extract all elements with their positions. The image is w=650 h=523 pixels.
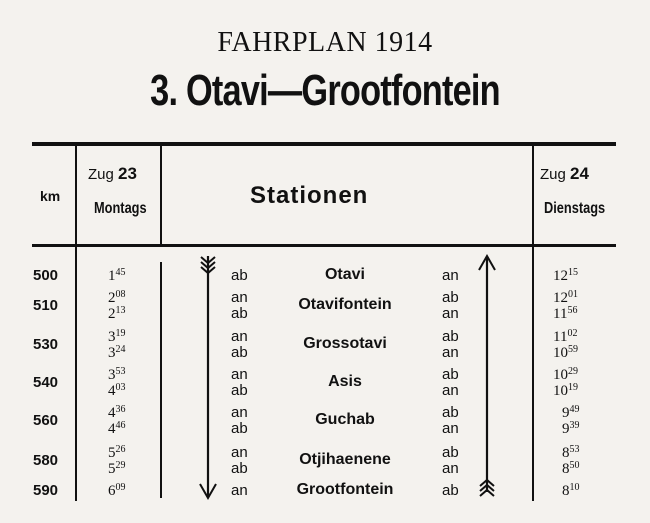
- station-name: Guchab: [315, 411, 375, 428]
- station-name: Otjihaenene: [299, 451, 391, 468]
- arrival-departure-label: ab: [231, 382, 248, 399]
- arrival-departure-label: ab: [442, 366, 459, 383]
- km-value: 540: [33, 374, 59, 391]
- header-day-left: Montags: [94, 200, 147, 217]
- arrival-departure-label: an: [442, 460, 459, 477]
- arrival-departure-label: ab: [442, 444, 459, 461]
- km-value: 560: [33, 412, 59, 429]
- column-divider-zug-right: [532, 146, 534, 501]
- km-value: 580: [33, 452, 59, 469]
- arrival-departure-label: an: [231, 444, 248, 461]
- header-zug-left: Zug 23: [88, 164, 137, 183]
- return-time: $12^{15}$: [553, 267, 578, 284]
- arrival-departure-label: ab: [442, 289, 459, 306]
- return-time: $8^{10}$: [562, 482, 580, 499]
- header-stationen: Stationen: [250, 182, 369, 209]
- departure-time: $6^{09}$: [108, 482, 126, 499]
- departure-time: $5^{26}$: [108, 444, 126, 461]
- departure-time: $3^{24}$: [108, 344, 126, 361]
- return-time: $11^{56}$: [553, 305, 578, 322]
- arrival-departure-label: an: [442, 382, 459, 399]
- arrival-departure-label: ab: [231, 344, 248, 361]
- return-time: $11^{02}$: [553, 328, 578, 345]
- departure-time: $3^{19}$: [108, 328, 126, 345]
- departure-time: $2^{08}$: [108, 289, 126, 306]
- station-name: Otavifontein: [298, 296, 392, 313]
- header-km: km: [40, 188, 61, 204]
- departure-time: $4^{46}$: [108, 420, 126, 437]
- return-time: $9^{49}$: [562, 404, 580, 421]
- km-value: 500: [33, 267, 59, 284]
- table-header-rule: [32, 244, 616, 247]
- return-time: $10^{29}$: [553, 366, 578, 383]
- arrival-departure-label: ab: [442, 404, 459, 421]
- return-time: $10^{59}$: [553, 344, 578, 361]
- departure-time: $4^{36}$: [108, 404, 126, 421]
- column-divider-zug-left-lower: [160, 262, 162, 498]
- page-title: FAHRPLAN 1914: [217, 27, 433, 58]
- arrival-departure-label: ab: [231, 420, 248, 437]
- arrival-departure-label: an: [231, 366, 248, 383]
- return-time: $12^{01}$: [553, 289, 578, 306]
- return-time: $10^{19}$: [553, 382, 578, 399]
- arrival-departure-label: ab: [231, 267, 248, 284]
- station-name: Grootfontein: [296, 481, 394, 498]
- header-zug-right: Zug 24: [540, 164, 589, 183]
- arrival-departure-label: an: [231, 328, 248, 345]
- station-name: Asis: [328, 373, 362, 390]
- arrival-departure-label: an: [231, 289, 248, 306]
- arrival-departure-label: an: [442, 420, 459, 437]
- down-arrow-icon: [195, 252, 225, 502]
- arrival-departure-label: an: [442, 344, 459, 361]
- departure-time: $2^{13}$: [108, 305, 126, 322]
- arrival-departure-label: ab: [442, 482, 459, 499]
- table-top-rule: [32, 142, 616, 146]
- up-arrow-icon: [474, 252, 504, 502]
- km-value: 510: [33, 297, 59, 314]
- arrival-departure-label: an: [231, 404, 248, 421]
- header-day-right: Dienstags: [544, 200, 606, 217]
- arrival-departure-label: an: [442, 267, 459, 284]
- km-value: 530: [33, 336, 59, 353]
- arrival-departure-label: an: [231, 482, 248, 499]
- departure-time: $3^{53}$: [108, 366, 126, 383]
- departure-time: $4^{03}$: [108, 382, 126, 399]
- return-time: $8^{50}$: [562, 460, 580, 477]
- column-divider-zug-left: [160, 146, 162, 246]
- arrival-departure-label: ab: [231, 460, 248, 477]
- arrival-departure-label: ab: [442, 328, 459, 345]
- station-name: Grossotavi: [303, 335, 387, 352]
- arrival-departure-label: ab: [231, 305, 248, 322]
- station-name: Otavi: [324, 266, 365, 283]
- return-time: $8^{53}$: [562, 444, 580, 461]
- km-value: 590: [33, 482, 59, 499]
- departure-time: $5^{29}$: [108, 460, 126, 477]
- column-divider-km: [75, 146, 77, 501]
- route-title: 3. Otavi—Grootfontein: [150, 66, 500, 115]
- arrival-departure-label: an: [442, 305, 459, 322]
- return-time: $9^{39}$: [562, 420, 580, 437]
- departure-time: $1^{45}$: [108, 267, 126, 284]
